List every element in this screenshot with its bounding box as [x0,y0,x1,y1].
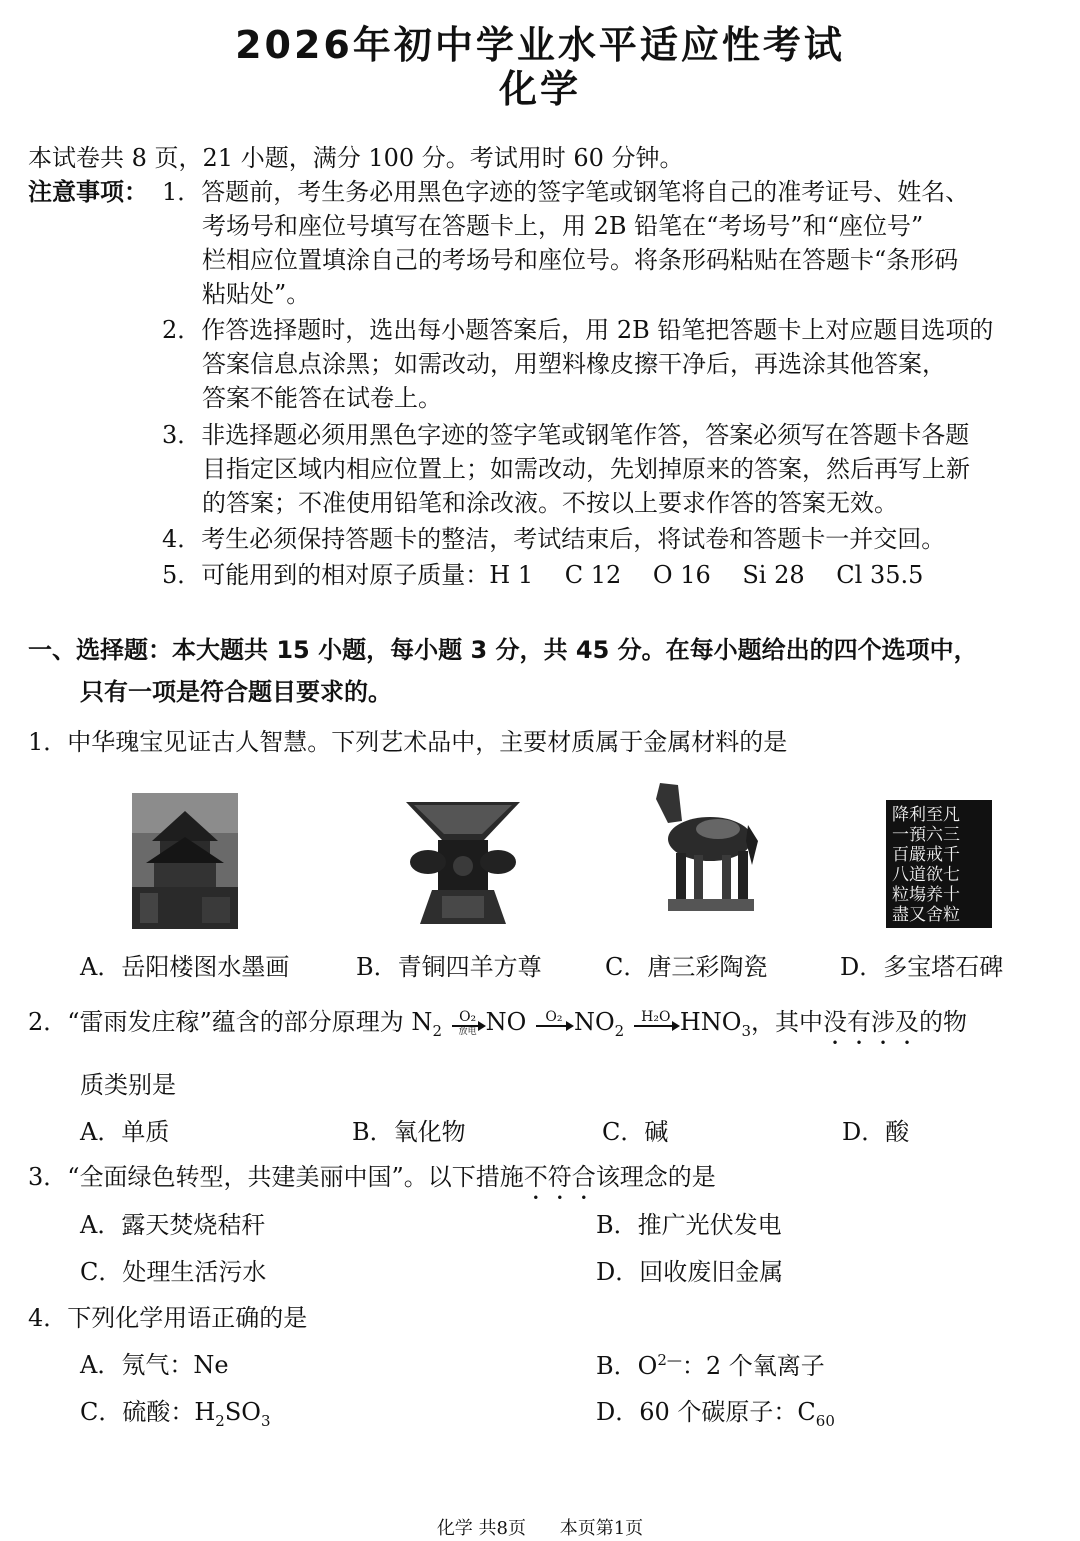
exam-title: 2026年初中学业水平适应性考试 [235,23,845,67]
question-1-option-c[interactable]: C．唐三彩陶瓷 [605,953,768,981]
question-1-option-d[interactable]: D．多宝塔石碑 [840,953,1004,981]
question-3-option-a[interactable]: A．露天焚烧秸秆 [80,1211,266,1239]
stele-row: 一預六三 [892,825,960,845]
question-2-option-b[interactable]: B．氧化物 [352,1118,466,1146]
reaction-arrow: O₂ [536,1010,572,1037]
exam-intro: 本试卷共 8 页，21 小题，满分 100 分。考试用时 60 分钟。 [28,144,684,172]
svg-text:降利至凡一預六三百嚴戒千八道欲七粒塲养十盡又舍粒 [892,805,960,925]
stele-row: 粒塲养十 [892,885,960,905]
notice-line: 考场号和座位号填写在答题卡上，用 2B 铅笔在“考场号”和“座位号” [202,212,924,240]
stele-rubbing-image [886,800,992,928]
reaction-arrow: H₂O [634,1010,678,1037]
question-4-stem: 4．下列化学用语正确的是 [28,1304,308,1332]
question-1-option-b[interactable]: B．青铜四羊方尊 [356,953,542,981]
question-3-option-c[interactable]: C．处理生活污水 [80,1258,267,1286]
tang-sancai-horse-image [648,781,760,921]
question-2-stem-cont: 质类别是 [80,1071,176,1099]
ink-painting-image [132,793,238,929]
question-4-option-c[interactable]: C．硫酸：$H_2SO_3$ [80,1398,271,1430]
question-4-option-d[interactable]: D．60 个碳原子：$C_{60}$ [596,1398,835,1430]
notice-line: 的答案；不准使用铅笔和涂改液。不按以上要求作答的答案无效。 [202,489,898,517]
notice-line: 1．答题前，考生务必用黑色字迹的签字笔或钢笔将自己的准考证号、姓名、 [162,178,970,206]
notice-line: 目指定区域内相应位置上；如需改动，先划掉原来的答案，然后再写上新 [202,455,970,483]
question-2-option-d[interactable]: D．酸 [842,1118,910,1146]
stele-row: 八道欲七 [892,865,960,885]
notice-line: 4．考生必须保持答题卡的整洁，考试结束后，将试卷和答题卡一并交回。 [162,525,946,553]
section-heading: 一、选择题：本大题共 15 小题，每小题 3 分，共 45 分。在每小题给出的四个选项中， [28,636,978,664]
question-1-stem: 1．中华瑰宝见证古人智慧。下列艺术品中，主要材质属于金属材料的是 [28,728,788,756]
stele-row: 降利至凡 [892,805,960,825]
notice-line: 栏相应位置填涂自己的考场号和座位号。将条形码粘贴在答题卡“条形码 [202,246,959,274]
question-4-option-b[interactable]: B．$O^{2—}$：2 个氧离子 [596,1351,825,1380]
question-3-option-d[interactable]: D．回收废旧金属 [596,1258,784,1286]
question-4-option-a[interactable]: A．氖气：Ne [80,1351,229,1379]
question-3-option-b[interactable]: B．推广光伏发电 [596,1211,782,1239]
page-footer [0,1514,1080,1540]
subject-title: 化学 [498,67,581,111]
question-2-stem: 2．“雷雨发庄稼”蕴含的部分原理为 $N_2$ O₂ 放电 NO O₂ $NO_2$ H₂O $HNO_3$，其中没有涉及的物 [28,1008,967,1040]
notice-label: 注意事项： [28,178,148,206]
reaction-arrow: O₂ 放电 [452,1010,484,1037]
footer-total-pages: 化学 共8页 [436,1518,526,1539]
stele-row: 百嚴戒千 [892,845,960,865]
question-3-stem: 3．“全面绿色转型，共建美丽中国”。以下措施不符合该理念的是 [28,1163,716,1191]
footer-current-page: 本页第1页 [559,1518,644,1539]
question-2-option-c[interactable]: C．碱 [602,1118,669,1146]
notice-line: 2．作答选择题时，选出每小题答案后，用 2B 铅笔把答题卡上对应题目选项的 [162,316,994,344]
question-1-option-a[interactable]: A．岳阳楼图水墨画 [80,953,290,981]
section-heading: 只有一项是符合题目要求的。 [80,678,392,706]
notice-line: 5．可能用到的相对原子质量：H 1 C 12 O 16 Si 28 Cl 35.5 [162,561,924,589]
notice-line: 3．非选择题必须用黑色字迹的签字笔或钢笔作答，答案必须写在答题卡各题 [162,421,970,449]
question-2-option-a[interactable]: A．单质 [80,1118,170,1146]
notice-line: 答案不能答在试卷上。 [202,384,442,412]
stele-row: 盡又舍粒 [892,905,960,925]
notice-line: 粘贴处”。 [202,280,311,308]
bronze-zun-image [402,800,524,926]
notice-line: 答案信息点涂黑；如需改动，用塑料橡皮擦干净后，再选涂其他答案， [202,350,946,378]
